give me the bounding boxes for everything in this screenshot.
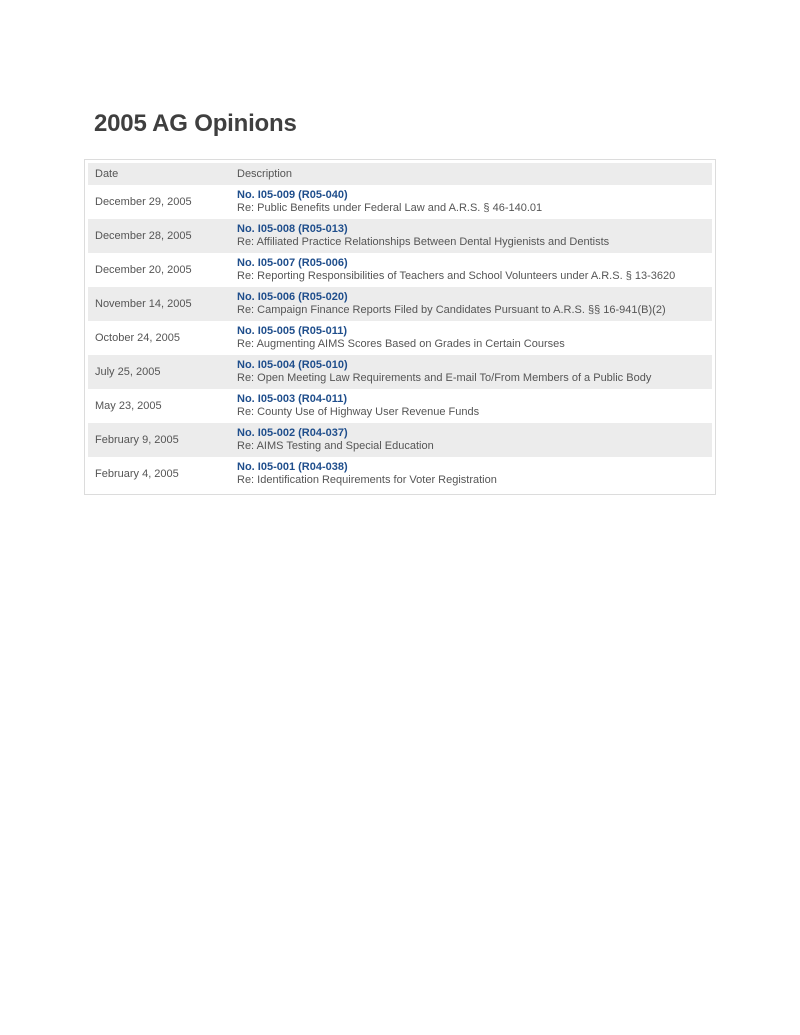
table-row xyxy=(88,253,712,287)
table-header-row xyxy=(88,163,712,185)
opinion-description: Re: Open Meeting Law Requirements and E-mail To/From Members of a Public Body xyxy=(237,372,652,384)
table-row xyxy=(88,423,712,457)
opinion-cell xyxy=(230,355,712,389)
opinion-date: February 9, 2005 xyxy=(88,423,230,457)
opinion-number-link[interactable]: No. I05-008 (R05-013) xyxy=(237,223,348,235)
opinion-description: Re: Identification Requirements for Voter Registration xyxy=(237,474,497,486)
opinion-date: July 25, 2005 xyxy=(88,355,230,389)
table-row xyxy=(88,185,712,219)
opinion-cell xyxy=(230,423,712,457)
opinion-description: Re: County Use of Highway User Revenue Funds xyxy=(237,406,480,418)
opinion-cell xyxy=(230,389,712,423)
opinion-cell xyxy=(230,321,712,355)
header-description: Description xyxy=(230,163,712,185)
page-title: 2005 AG Opinions xyxy=(94,110,297,137)
opinion-number-link[interactable]: No. I05-004 (R05-010) xyxy=(237,359,348,371)
opinion-description: Re: Augmenting AIMS Scores Based on Grades in Certain Courses xyxy=(237,338,565,350)
opinion-date: December 29, 2005 xyxy=(88,185,230,219)
table-row xyxy=(88,355,712,389)
table-row xyxy=(88,457,712,491)
opinion-description: Re: Public Benefits under Federal Law and A.R.S. § 46-140.01 xyxy=(237,202,543,214)
opinion-description: Re: Affiliated Practice Relationships Between Dental Hygienists and Dentists xyxy=(237,236,610,248)
opinion-number-link[interactable]: No. I05-005 (R05-011) xyxy=(237,325,348,337)
opinion-date: December 28, 2005 xyxy=(88,219,230,253)
opinion-number-link[interactable]: No. I05-009 (R05-040) xyxy=(237,189,348,201)
opinion-date: February 4, 2005 xyxy=(88,457,230,491)
opinion-number-link[interactable]: No. I05-006 (R05-020) xyxy=(237,291,348,303)
opinion-number-link[interactable]: No. I05-007 (R05-006) xyxy=(237,257,348,269)
opinion-cell xyxy=(230,185,712,219)
opinions-table-container xyxy=(84,159,716,495)
table-row xyxy=(88,287,712,321)
opinion-description: Re: Reporting Responsibilities of Teachers and School Volunteers under A.R.S. § 13-3620 xyxy=(237,270,676,282)
opinion-cell xyxy=(230,287,712,321)
opinion-cell xyxy=(230,253,712,287)
opinion-cell xyxy=(230,219,712,253)
opinion-number-link[interactable]: No. I05-001 (R04-038) xyxy=(237,461,348,473)
opinion-date: October 24, 2005 xyxy=(88,321,230,355)
opinion-number-link[interactable]: No. I05-002 (R04-037) xyxy=(237,427,348,439)
opinion-date: May 23, 2005 xyxy=(88,389,230,423)
table-row xyxy=(88,389,712,423)
opinion-date: December 20, 2005 xyxy=(88,253,230,287)
table-row xyxy=(88,219,712,253)
opinion-date: November 14, 2005 xyxy=(88,287,230,321)
opinion-number-link[interactable]: No. I05-003 (R04-011) xyxy=(237,393,348,405)
opinion-description: Re: AIMS Testing and Special Education xyxy=(237,440,434,452)
header-date: Date xyxy=(88,163,230,185)
opinion-cell xyxy=(230,457,712,491)
opinions-table xyxy=(88,163,712,491)
opinion-description: Re: Campaign Finance Reports Filed by Candidates Pursuant to A.R.S. §§ 16-941(B)(2) xyxy=(237,304,666,316)
table-row xyxy=(88,321,712,355)
